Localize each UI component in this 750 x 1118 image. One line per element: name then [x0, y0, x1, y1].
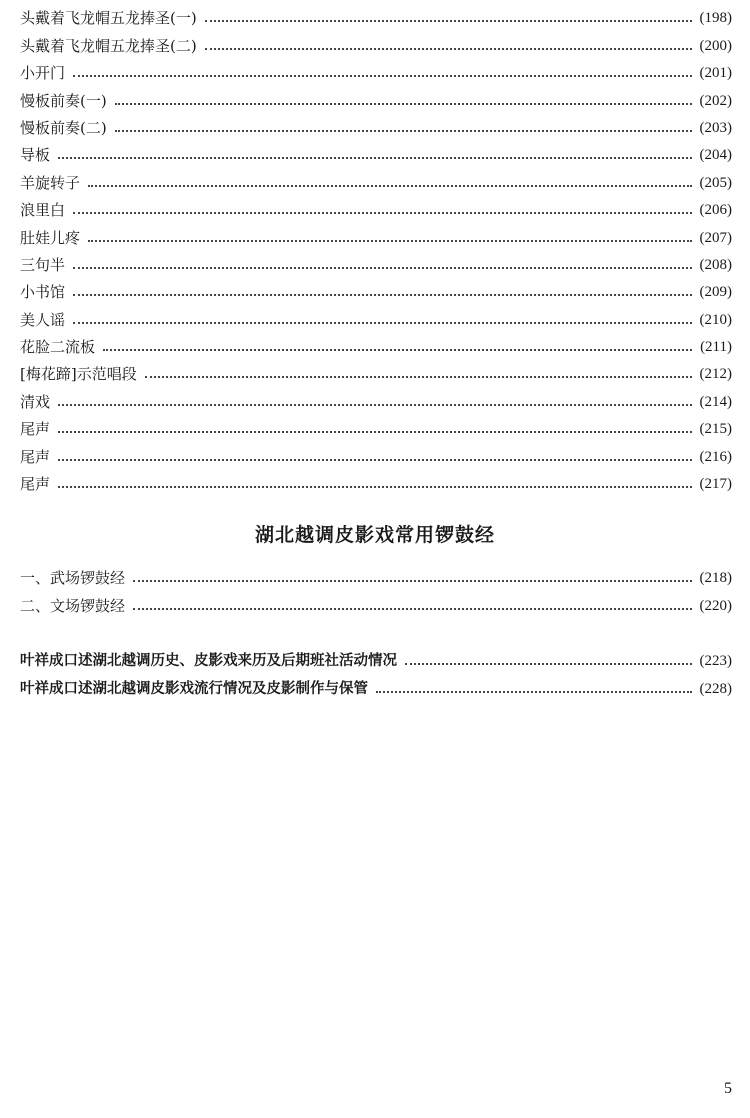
- toc-entry-title: 小书馆: [20, 283, 66, 302]
- toc-entry-page: (202): [699, 92, 732, 109]
- dot-leader: [73, 75, 691, 77]
- toc-entry: [20, 164, 732, 191]
- dot-leader: [73, 212, 691, 214]
- dot-leader: [58, 459, 691, 461]
- section-heading: 湖北越调皮影戏常用锣鼓经: [254, 524, 495, 546]
- dot-leader: [58, 486, 691, 488]
- toc-entry-page: (218): [699, 570, 732, 587]
- toc-entry-page: (214): [699, 393, 732, 410]
- dot-leader: [133, 608, 691, 610]
- toc-entry: [20, 55, 732, 82]
- toc-entry-title: 尾声: [20, 420, 51, 439]
- dot-leader: [58, 431, 691, 433]
- toc-entry-page: (207): [699, 229, 732, 246]
- toc-entry-page: (208): [699, 256, 732, 273]
- dot-leader: [58, 157, 691, 159]
- dot-leader: [205, 20, 692, 22]
- toc-entry-page: (198): [699, 10, 732, 27]
- toc-entry: [20, 137, 732, 164]
- toc-entry: [20, 0, 732, 27]
- toc-list-appendix: [20, 643, 732, 698]
- toc-entry-title: 导板: [20, 146, 51, 165]
- dot-leader: [88, 185, 691, 187]
- toc-entry: [20, 587, 732, 614]
- toc-entry-page: (204): [699, 147, 732, 164]
- toc-entry-title: 清戏: [20, 392, 51, 411]
- toc-entry: [20, 356, 732, 383]
- toc-entry-title: 慢板前奏(二): [20, 118, 107, 137]
- dot-leader: [115, 130, 692, 132]
- toc-entry-title: [梅花蹄]示范唱段: [20, 365, 137, 384]
- toc-entry-page: (220): [699, 597, 732, 614]
- toc-entry: [20, 82, 732, 109]
- toc-entry-page: (217): [699, 476, 732, 493]
- toc-entry-title: 浪里白: [20, 201, 66, 220]
- toc-entry: [20, 383, 732, 410]
- toc-entry: [20, 219, 732, 246]
- toc-entry-title: 花脸二流板: [20, 338, 96, 357]
- toc-entry-page: (201): [699, 65, 732, 82]
- toc-entry-title: 头戴着飞龙帽五龙捧圣(二): [20, 36, 197, 55]
- toc-entry-title: 二、文场锣鼓经: [20, 596, 126, 615]
- toc-list-section: [20, 560, 732, 615]
- dot-leader: [73, 267, 691, 269]
- toc-entry-page: (210): [699, 311, 732, 328]
- toc-entry-page: (216): [699, 448, 732, 465]
- toc-entry-page: (205): [699, 174, 732, 191]
- toc-entry-page: (223): [699, 653, 732, 670]
- toc-entry: [20, 27, 732, 54]
- toc-entry-page: (215): [699, 421, 732, 438]
- toc-entry-page: (206): [699, 202, 732, 219]
- toc-entry: [20, 247, 732, 274]
- toc-entry-page: (209): [699, 284, 732, 301]
- dot-leader: [73, 294, 691, 296]
- dot-leader: [73, 322, 691, 324]
- toc-entry-title: 尾声: [20, 447, 51, 466]
- page-number: 5: [724, 1080, 732, 1097]
- toc-entry-page: (203): [699, 119, 732, 136]
- toc-entry-title: 叶祥成口述湖北越调历史、皮影戏来历及后期班社活动情况: [20, 653, 397, 670]
- toc-entry-title: 肚娃儿疼: [20, 228, 81, 247]
- toc-entry: [20, 560, 732, 587]
- toc-entry: [20, 438, 732, 465]
- toc-entry-page: (212): [699, 366, 732, 383]
- toc-entry-title: 叶祥成口述湖北越调皮影戏流行情况及皮影制作与保管: [20, 680, 368, 697]
- toc-entry-page: (228): [699, 680, 732, 697]
- dot-leader: [133, 580, 691, 582]
- toc-entry: [20, 643, 732, 670]
- toc-entry: [20, 110, 732, 137]
- toc-entry-title: 美人谣: [20, 310, 66, 329]
- toc-entry-page: (211): [700, 339, 732, 356]
- dot-leader: [103, 349, 692, 351]
- toc-entry-title: 头戴着飞龙帽五龙捧圣(一): [20, 9, 197, 28]
- toc-entry-title: 尾声: [20, 475, 51, 494]
- toc-entry: [20, 411, 732, 438]
- toc-entry-title: 小开门: [20, 64, 66, 83]
- dot-leader: [145, 376, 692, 378]
- dot-leader: [376, 691, 692, 693]
- toc-entry: [20, 466, 732, 493]
- dot-leader: [205, 48, 692, 50]
- dot-leader: [405, 663, 692, 665]
- toc-entry: [20, 301, 732, 328]
- toc-list-top: [20, 0, 732, 493]
- toc-entry-title: 慢板前奏(一): [20, 91, 107, 110]
- toc-entry-page: (200): [699, 37, 732, 54]
- toc-entry-title: 三句半: [20, 255, 66, 274]
- toc-entry: [20, 670, 732, 697]
- toc-entry: [20, 192, 732, 219]
- toc-entry: [20, 274, 732, 301]
- dot-leader: [58, 404, 691, 406]
- toc-entry-title: 羊旋转子: [20, 173, 81, 192]
- dot-leader: [88, 240, 691, 242]
- dot-leader: [115, 103, 692, 105]
- toc-entry-title: 一、武场锣鼓经: [20, 569, 126, 588]
- toc-entry: [20, 329, 732, 356]
